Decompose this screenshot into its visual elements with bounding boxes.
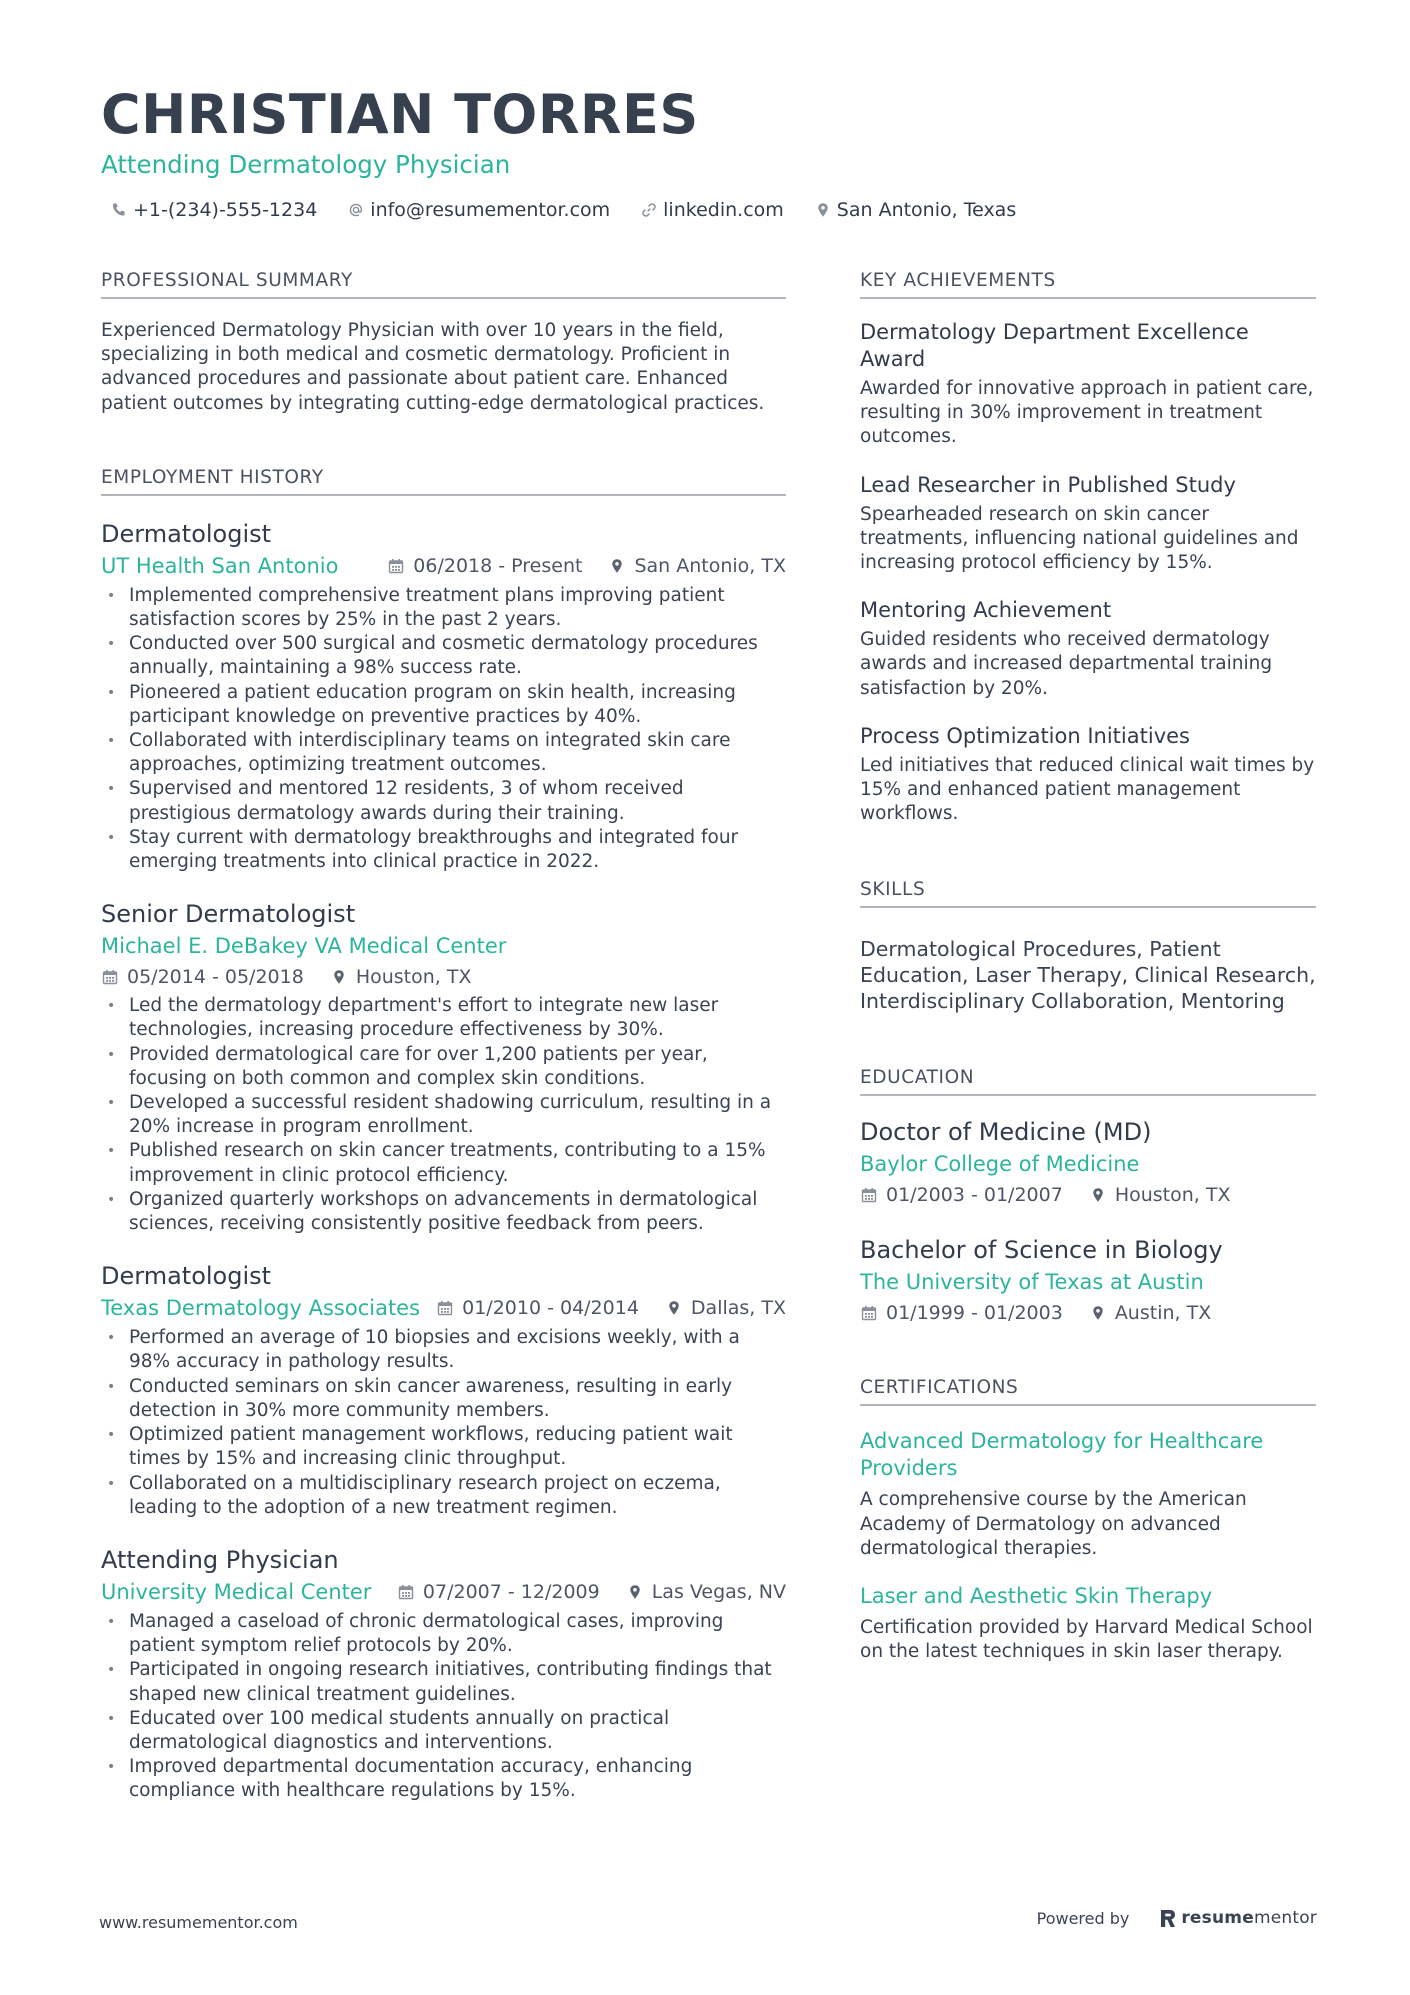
job-dates [397,1581,600,1603]
job-location [608,555,786,577]
right-column [860,269,1316,1664]
phone-text[interactable]: +1-(234)-555-1234 [133,199,318,221]
achievements-section [860,269,1316,826]
powered-by-text: Powered by [1036,1908,1130,1928]
at-icon [347,201,365,219]
calendar-icon [397,1583,415,1601]
achievement-item [860,319,1316,450]
job-location-text: Dallas, TX [690,1297,786,1320]
footer-powered-by [1037,1907,1317,1929]
job-bullet: • Performed an average of 10 biopsies and excisions weekly, with a 98% accuracy in pathology results. [101,1326,786,1374]
contact-email [347,199,610,221]
job-bullet: • Conducted seminars on skin cancer awareness, resulting in early detection in 30% more community members. [101,1375,786,1423]
certification-title: Advanced Dermatology for Healthcare Providers [860,1429,1264,1481]
job-title: Senior Dermatologist [101,900,356,929]
phone-icon [110,201,128,219]
education-item [860,1116,1316,1210]
job-bullet: • Organized quarterly workshops on advancements in dermatological sciences, receiving consistently positive feedback from peers. [101,1188,786,1236]
certification-item [860,1583,1316,1664]
job-bullets [101,994,786,1236]
achievement-item [860,472,1316,576]
map-pin-icon [1089,1304,1107,1322]
job-entry [101,518,786,874]
summary-text: Experienced Dermatology Physician with over 10 years in the field, specializing in both medical and cosmetic dermatology. Proficient in advanced procedures and passionate about patient care. Enhanced patient outcomes by integrating cutting-edge dermatological practices. [101,320,765,414]
education-item [860,1234,1316,1328]
job-dates-text: 07/2007 - 12/2009 [422,1580,600,1603]
job-dates [436,1297,639,1319]
achievement-item [860,723,1316,827]
education-dates-text: 01/2003 - 01/2007 [886,1184,1063,1207]
job-bullets [101,584,786,874]
job-employer-row [101,930,786,962]
email-text[interactable]: info@resumementor.com [370,199,611,221]
map-pin-icon [665,1299,683,1317]
contact-location [814,199,1016,221]
achievement-title: Mentoring Achievement [860,598,1112,623]
job-dates-text: 01/2010 - 04/2014 [462,1297,639,1320]
left-column [101,269,786,1804]
job-employer: Texas Dermatology Associates [101,1296,421,1321]
job-bullet: • Educated over 100 medical students annually on practical dermatological diagnostics and interventions. [101,1707,786,1755]
brand-bold: resume [1181,1908,1254,1928]
education-heading: EDUCATION [860,1066,1316,1096]
job-title: Attending Physician [101,1545,339,1574]
resumementor-logo-icon [1159,1907,1177,1929]
job-location-text: San Antonio, TX [634,554,786,577]
job-meta [101,1576,786,1608]
job-bullet: • Improved departmental documentation accuracy, enhancing compliance with healthcare regulations by 15%. [101,1755,786,1803]
job-bullet: • Provided dermatological care for over 1,200 patients per year, focusing on both common and complex skin conditions. [101,1043,786,1091]
skills-text: Dermatological Procedures, Patient Education, Laser Therapy, Clinical Research, Interdisciplinary Collaboration, Mentoring [860,937,1316,1014]
job-bullet: • Conducted over 500 surgical and cosmetic dermatology procedures annually, maintaining a 98% success rate. [101,632,786,680]
skills-section [860,878,1316,1014]
footer-website[interactable]: www.resumementor.com [99,1913,298,1932]
certification-desc: A comprehensive course by the American Academy of Dermatology on advanced dermatological therapies. [860,1489,1247,1559]
certifications-heading: CERTIFICATIONS [860,1376,1316,1406]
certification-item [860,1428,1316,1561]
job-bullet: • Collaborated with interdisciplinary teams on integrated skin care approaches, optimizing treatment outcomes. [101,729,786,777]
achievement-desc: Led initiatives that reduced clinical wait times by 15% and enhanced patient management workflows. [860,754,1315,825]
calendar-icon [436,1299,454,1317]
certification-desc: Certification provided by Harvard Medical School on the latest techniques in skin laser therapy. [860,1617,1313,1663]
education-meta [860,1180,1316,1210]
achievement-title: Dermatology Department Excellence Award [860,320,1249,371]
achievement-title: Process Optimization Initiatives [860,723,1190,748]
candidate-title: Attending Dermatology Physician [101,150,511,179]
job-employer: UT Health San Antonio [101,553,339,578]
certifications-section [860,1376,1316,1664]
calendar-icon [101,968,119,986]
job-employer: University Medical Center [101,1579,372,1604]
calendar-icon [860,1186,878,1204]
education-dates-text: 01/1999 - 01/2003 [886,1302,1063,1325]
education-degree: Doctor of Medicine (MD) [860,1118,1152,1147]
calendar-icon [860,1304,878,1322]
job-location [330,966,472,988]
job-bullet: • Pioneered a patient education program on skin health, increasing participant knowledge on preventive practices by 40%. [101,681,786,729]
job-dates [101,966,304,988]
job-bullet: • Developed a successful resident shadowing curriculum, resulting in a 20% increase in program enrollment. [101,1091,786,1139]
link-icon [640,201,658,219]
education-school: Baylor College of Medicine [860,1152,1140,1177]
job-dates [387,555,582,577]
achievements-heading: KEY ACHIEVEMENTS [860,269,1316,299]
job-entry [101,898,786,1236]
education-school-row [860,1148,1316,1180]
contact-linkedin [640,199,784,221]
job-bullet: • Led the dermatology department's effort to integrate new laser technologies, increasing procedure effectiveness by 30%. [101,994,786,1042]
achievement-desc: Spearheaded research on skin cancer treatments, influencing national guidelines and increasing protocol efficiency by 15%. [860,503,1299,574]
achievement-desc: Awarded for innovative approach in patient care, resulting in 30% improvement in treatment outcomes. [860,378,1314,448]
job-location-text: Las Vegas, NV [651,1580,786,1603]
job-dates-text: 05/2014 - 05/2018 [127,966,304,989]
map-pin-icon [1089,1186,1107,1204]
employment-section [101,466,786,1804]
summary-section [101,269,786,416]
education-location-text: Austin, TX [1114,1302,1212,1325]
job-bullets [101,1610,786,1804]
job-entry [101,1544,786,1804]
education-dates [860,1184,1063,1206]
job-meta [101,962,786,992]
contact-phone [110,199,317,221]
education-location [1089,1184,1231,1206]
education-school-row [860,1266,1316,1298]
job-dates-text: 06/2018 - Present [413,554,583,577]
job-bullet: • Stay current with dermatology breakthroughs and integrated four emerging treatments into clinical practice in 2022. [101,826,786,874]
job-location [626,1581,786,1603]
employment-heading: EMPLOYMENT HISTORY [101,466,786,496]
job-bullet: • Published research on skin cancer treatments, contributing to a 15% improvement in clinic protocol efficiency. [101,1139,786,1187]
achievement-desc: Guided residents who received dermatology awards and increased departmental training satisfaction by 20%. [860,629,1273,699]
job-bullet: • Managed a caseload of chronic dermatological cases, improving patient symptom relief protocols by 20%. [101,1610,786,1658]
calendar-icon [387,557,405,575]
certification-title: Laser and Aesthetic Skin Therapy [860,1584,1213,1609]
map-pin-icon [330,968,348,986]
location-text: San Antonio, Texas [836,199,1017,221]
job-bullet: • Implemented comprehensive treatment plans improving patient satisfaction scores by 25% in the past 2 years. [101,584,786,632]
job-title: Dermatologist [101,1262,272,1291]
job-meta [101,1292,786,1324]
job-location [665,1297,786,1319]
summary-heading: PROFESSIONAL SUMMARY [101,269,786,299]
job-bullet: • Supervised and mentored 12 residents, 3 of whom received prestigious dermatology awards during their training. [101,777,786,825]
map-pin-icon [814,201,832,219]
job-bullet: • Optimized patient management workflows, reducing patient wait times by 15% and increasing clinic throughput. [101,1423,786,1471]
job-meta [101,550,786,582]
job-bullet: • Collaborated on a multidisciplinary research project on eczema, leading to the adoption of a new treatment regimen. [101,1472,786,1520]
candidate-name: CHRISTIAN TORRES [101,83,699,146]
map-pin-icon [608,557,626,575]
contact-bar [110,199,1046,221]
job-title: Dermatologist [101,519,272,548]
job-bullet: • Participated in ongoing research initiatives, contributing findings that shaped new clinical treatment guidelines. [101,1658,786,1706]
education-location [1089,1302,1211,1324]
skills-heading: SKILLS [860,878,1316,908]
education-dates [860,1302,1063,1324]
brand-wordmark[interactable] [1181,1908,1317,1928]
education-location-text: Houston, TX [1114,1184,1231,1207]
job-location-text: Houston, TX [355,966,472,989]
job-employer: Michael E. DeBakey VA Medical Center [101,934,507,959]
education-degree: Bachelor of Science in Biology [860,1236,1223,1265]
education-section [860,1066,1316,1328]
achievement-title: Lead Researcher in Published Study [860,472,1236,497]
linkedin-text[interactable]: linkedin.com [663,199,784,221]
education-meta [860,1298,1316,1328]
education-school: The University of Texas at Austin [860,1270,1204,1295]
map-pin-icon [626,1583,644,1601]
brand-light: mentor [1253,1908,1317,1928]
achievement-item [860,597,1316,701]
job-bullets [101,1326,786,1520]
job-entry [101,1260,786,1520]
